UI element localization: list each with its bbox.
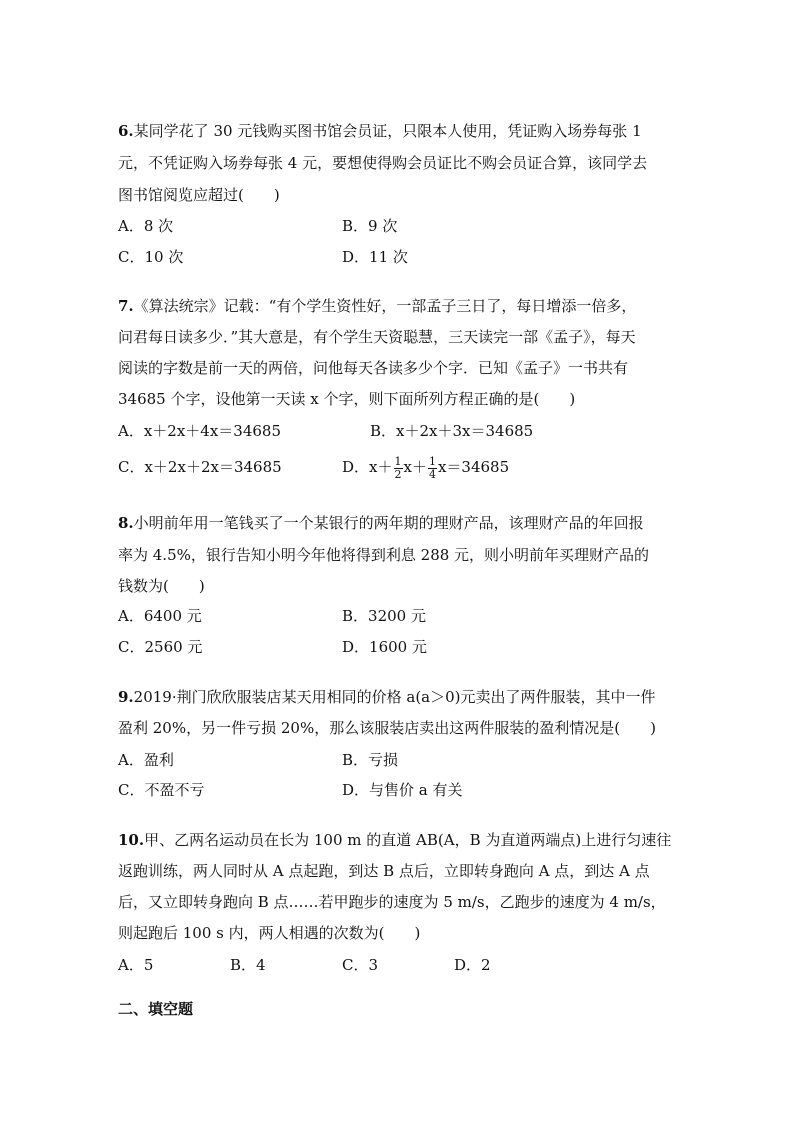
q10-line-2: 返跑训练，两人同时从 A 点起跑，到达 B 点后，立即转身跑向 A 点，到达 A 点 (118, 862, 650, 880)
q10-number: 10. (118, 831, 145, 849)
q9-number: 9. (118, 688, 134, 706)
q6-option-b: B．9 次 (342, 217, 398, 235)
q6-option-d: D．11 次 (342, 248, 408, 266)
fraction-one-half: $\frac{1}{2}$ (394, 454, 402, 481)
q6-line-1: 6.某同学花了 30 元钱购买图书馆会员证，只限本人使用，凭证购入场券每张 1 (118, 122, 642, 140)
q7-line-1: 7.《算法统宗》记载：“有个学生资性好，一部孟子三日了，每日增添一倍多， (118, 297, 637, 315)
q8-line-2: 率为 4.5%，银行告知小明今年他将得到利息 288 元，则小明前年买理财产品的 (118, 546, 650, 564)
q8-line-1: 8.小明前年用一笔钱买了一个某银行的两年期的理财产品，该理财产品的年回报 (118, 514, 644, 532)
q6-option-c: C．10 次 (118, 248, 184, 266)
q9-option-a: A．盈利 (118, 751, 174, 769)
q8-line-3: 钱数为( ) (118, 577, 205, 595)
q7-option-b: B．x＋2x＋3x＝34685 (370, 422, 534, 440)
q7-number: 7. (118, 297, 134, 315)
q7-line-2: 问君每日读多少．”其大意是，有个学生天资聪慧，三天读完一部《孟子》，每天 (118, 328, 636, 346)
q6-option-a: A．8 次 (118, 217, 174, 235)
q8-option-d: D．1600 元 (342, 638, 427, 656)
q9-option-c: C．不盈不亏 (118, 781, 205, 799)
q6-line-2: 元，不凭证购入场券每张 4 元，要想使得购会员证比不购会员证合算，该同学去 (118, 154, 648, 172)
q9-line-1: 9.2019·荆门欣欣服装店某天用相同的价格 a(a＞0)元卖出了两件服装，其中一件 (118, 688, 656, 706)
q6-line-3: 图书馆阅览应超过( ) (118, 186, 280, 204)
section-heading: 二、填空题 (118, 1000, 194, 1018)
q10-option-b: B．4 (230, 956, 266, 974)
q9-line-2: 盈利 20%，另一件亏损 20%，那么该服装店卖出这两件服装的盈利情况是( ) (118, 719, 656, 737)
q10-line-1: 10.甲、乙两名运动员在长为 100 m 的直道 AB(A，B 为直道两端点)上进行匀速往 (118, 831, 672, 849)
q10-option-a: A．5 (118, 956, 154, 974)
q10-option-d: D．2 (454, 956, 491, 974)
q8-option-b: B．3200 元 (342, 607, 426, 625)
q7-option-a: A．x＋2x＋4x＝34685 (118, 422, 282, 440)
q7-option-c: C．x＋2x＋2x＝34685 (118, 458, 282, 476)
q6-number: 6. (118, 122, 134, 140)
q9-option-d: D．与售价 a 有关 (342, 781, 463, 799)
q7-line-3: 阅读的字数是前一天的两倍，问他每天各读多少个字．已知《孟子》一书共有 (118, 359, 629, 377)
q9-option-b: B．亏损 (342, 751, 399, 769)
q10-line-4: 则起跑后 100 s 内，两人相遇的次数为( ) (118, 924, 421, 942)
q10-line-3: 后，又立即转身跑向 B 点……若甲跑步的速度为 5 m/s，乙跑步的速度为 4 m/s， (118, 893, 666, 911)
q10-option-c: C．3 (342, 956, 379, 974)
q8-option-a: A．6400 元 (118, 607, 202, 625)
fraction-one-quarter: $\frac{1}{4}$ (428, 454, 436, 481)
q8-option-c: C．2560 元 (118, 638, 203, 656)
q7-line-4: 34685 个字，设他第一天读 x 个字，则下面所列方程正确的是( ) (118, 390, 576, 408)
q8-number: 8. (118, 514, 134, 532)
q7-option-d: D．x＋ $\frac{1}{2}$ x＋ $\frac{1}{4}$ x＝34685 (342, 454, 510, 481)
